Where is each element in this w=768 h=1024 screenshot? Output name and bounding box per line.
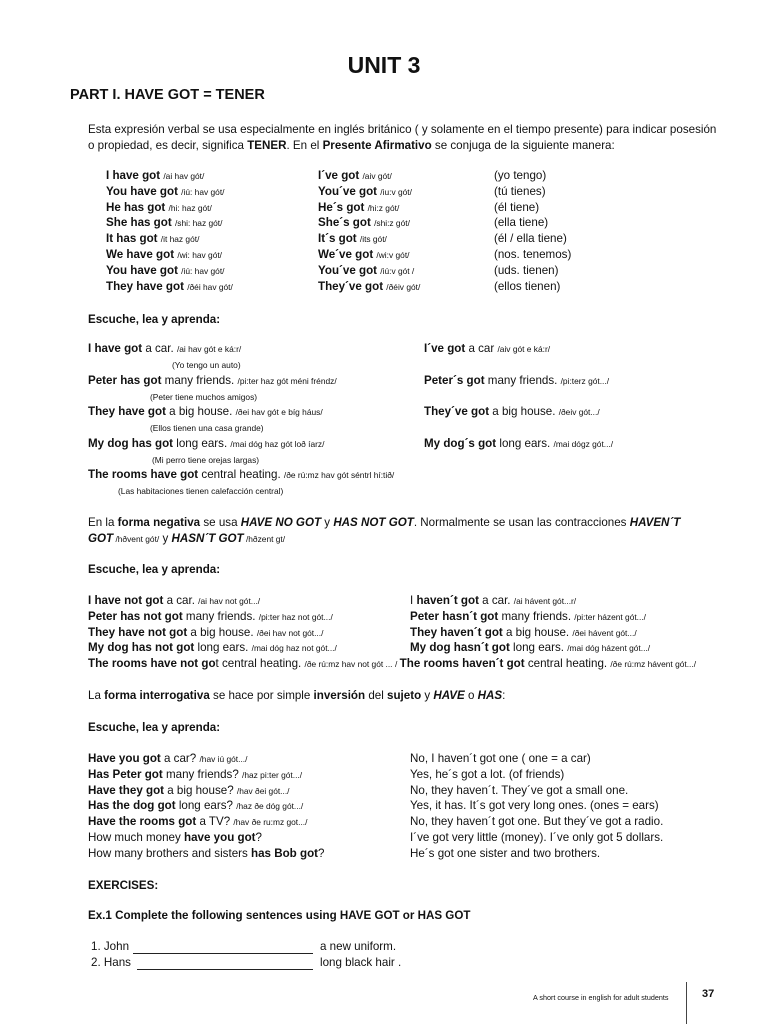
footer-divider bbox=[686, 982, 687, 1024]
exercise-blank bbox=[133, 953, 313, 954]
intro-line-2: o propiedad, es decir, significa TENER. En el Presente Afirmativo se conjuga de la siguiente manera: bbox=[88, 139, 615, 152]
negative-full-sentence: They have not got a big house. /ðei hav not gót.../ bbox=[88, 625, 324, 639]
negative-contracted-sentence: I haven´t got a car. /ai hávent gót...r/ bbox=[410, 594, 577, 607]
page-title: UNIT 3 bbox=[347, 52, 421, 78]
conjugation-full-form: She has got /shi: haz gót/ bbox=[106, 216, 223, 230]
conjugation-full-form: You have got /iú: hav gót/ bbox=[106, 184, 225, 198]
example-sentence: They have got a big house. /ðei hav gót e bíg háus/ bbox=[88, 405, 323, 418]
negative-paragraph bbox=[88, 515, 680, 547]
conjugation-translation: (ellos tienen) bbox=[494, 279, 561, 293]
intro-line-1: Esta expresión verbal se usa especialmente en inglés británico ( y solamente en el tiempo presente) para indicar posesión bbox=[88, 123, 717, 136]
exercises-heading: EXERCISES: bbox=[88, 879, 159, 892]
negative-contracted-sentence: Peter hasn´t got many friends. /pi:ter házent gót.../ bbox=[410, 609, 646, 623]
part-heading: PART I. HAVE GOT = TENER bbox=[70, 87, 265, 103]
conjugation-full-form: He has got /hi: haz gót/ bbox=[106, 200, 212, 214]
example-translation: (Las habitaciones tienen calefacción central) bbox=[118, 486, 284, 496]
negative-full-sentence: Peter has not got many friends. /pi:ter haz not gót.../ bbox=[88, 609, 333, 623]
negative-full-sentence: The rooms have not got central heating. /ðe rú:mz hav not gót ... bbox=[88, 657, 393, 671]
exercise-blank bbox=[137, 969, 313, 970]
negative-contracted-sentence: They haven´t got a big house. /ðei hávent gót.../ bbox=[410, 625, 637, 639]
example-translation: (Mi perro tiene orejas largas) bbox=[152, 454, 260, 465]
example-contraction: They´ve got a big house. /ðeiv gót.../ bbox=[424, 405, 600, 418]
negative-contracted-sentence: / The rooms haven´t got central heating. /ðe rú:mz hávent gót.../ bbox=[395, 657, 697, 671]
conjugation-translation: (él tiene) bbox=[494, 200, 540, 214]
example-contraction: Peter´s got many friends. /pi:terz gót.../ bbox=[424, 373, 610, 387]
question-sentence: How many brothers and sisters has Bob got? bbox=[88, 846, 325, 860]
question-answer: No, I haven´t got one ( one = a car) bbox=[410, 752, 591, 765]
conjugation-full-form: It has got /it haz gót/ bbox=[106, 232, 200, 246]
example-sentence: My dog has got long ears. /mai dóg haz gót loð íarz/ bbox=[88, 436, 325, 450]
conjugation-short-form: She´s got /shi:z gót/ bbox=[318, 216, 410, 230]
conjugation-short-form: It´s got /its gót/ bbox=[318, 232, 387, 246]
question-sentence: Have you got a car? /hav iú gót.../ bbox=[88, 752, 248, 765]
conjugation-translation: (ella tiene) bbox=[494, 216, 549, 230]
conjugation-short-form: I´ve got /aiv gót/ bbox=[318, 169, 392, 182]
example-translation: (Yo tengo un auto) bbox=[172, 360, 241, 370]
conjugation-translation: (tú tienes) bbox=[494, 184, 546, 198]
example-sentence: Peter has got many friends. /pi:ter haz gót méni fréndz/ bbox=[88, 373, 337, 387]
question-sentence: Have the rooms got a TV? /hav ðe ru:mz got.../ bbox=[88, 815, 308, 829]
exercise-item-ending: long black hair . bbox=[320, 955, 402, 969]
negative-line-1: En la forma negativa se usa HAVE NO GOT y HAS NOT GOT. Normalmente se usan las contracciones HAVEN´T bbox=[88, 516, 681, 529]
conjugation-short-form: We´ve got /wi:v gót/ bbox=[318, 248, 410, 261]
question-sentence: Has Peter got many friends? /haz pi:ter gót.../ bbox=[88, 767, 303, 781]
listen-heading-2: Escuche, lea y aprenda: bbox=[88, 563, 221, 576]
footer-text: A short course in english for adult students bbox=[533, 993, 669, 1002]
intro-paragraph bbox=[88, 122, 716, 154]
conjugation-short-form: You´ve got /iú:v gót / bbox=[318, 263, 415, 277]
question-sentence: Have they got a big house? /hav ðei gót.../ bbox=[88, 783, 290, 797]
conjugation-short-form: He´s got /hi:z gót/ bbox=[318, 200, 400, 214]
conjugation-translation: (él / ella tiene) bbox=[494, 232, 567, 246]
question-answer: No, they haven´t got one. But they´ve got a radio. bbox=[410, 815, 664, 829]
exercise-item: 2. Hans bbox=[91, 955, 131, 969]
example-translation: (Ellos tienen una casa grande) bbox=[150, 423, 264, 433]
example-sentence: The rooms have got central heating. /ðe rú:mz hav gót séntrl hí:tið/ bbox=[88, 468, 395, 481]
exercise-item-ending: a new uniform. bbox=[320, 940, 397, 953]
negative-full-sentence: My dog has not got long ears. /mai dóg haz not gót.../ bbox=[88, 641, 337, 655]
conjugation-short-form: You´ve got /iu:v gót/ bbox=[318, 184, 412, 198]
question-answer: I´ve got very little (money). I´ve only got 5 dollars. bbox=[410, 831, 664, 844]
example-contraction: My dog´s got long ears. /mai dógz gót.../ bbox=[424, 436, 614, 450]
conjugation-translation: (uds. tienen) bbox=[494, 263, 559, 277]
example-sentence: I have got a car. /ai hav gót e ká:r/ bbox=[88, 342, 242, 355]
conjugation-short-form: They´ve got /ðéiv gót/ bbox=[318, 279, 421, 293]
question-answer: Yes, it has. It´s got very long ones. (ones = ears) bbox=[410, 799, 659, 813]
listen-heading-3: Escuche, lea y aprenda: bbox=[88, 721, 221, 734]
negative-line-2: GOT /hðvent gót/ y HASN´T GOT /hðzent gt/ bbox=[88, 532, 286, 545]
exercise-item: 1. John bbox=[91, 940, 130, 953]
question-sentence: Has the dog got long ears? /haz ðe dóg gót.../ bbox=[88, 799, 304, 813]
example-contraction: I´ve got a car /aiv gót e ká:r/ bbox=[424, 342, 551, 355]
negative-contracted-sentence: My dog hasn´t got long ears. /mai dóg házent gót.../ bbox=[410, 641, 651, 655]
conjugation-translation: (nos. tenemos) bbox=[494, 248, 572, 261]
question-sentence: How much money have you got? bbox=[88, 831, 262, 844]
conjugation-full-form: I have got /ai hav gót/ bbox=[106, 169, 205, 182]
question-answer: No, they haven´t. They´ve got a small one. bbox=[410, 783, 629, 797]
page-number: 37 bbox=[702, 988, 715, 1000]
question-answer: Yes, he´s got a lot. (of friends) bbox=[410, 767, 565, 781]
exercise-1-instructions: Ex.1 Complete the following sentences using HAVE GOT or HAS GOT bbox=[88, 909, 471, 922]
conjugation-full-form: You have got /iú: hav gót/ bbox=[106, 263, 225, 277]
conjugation-translation: (yo tengo) bbox=[494, 169, 547, 182]
example-translation: (Peter tiene muchos amigos) bbox=[150, 391, 258, 402]
listen-heading-1: Escuche, lea y aprenda: bbox=[88, 313, 221, 326]
question-answer: He´s got one sister and two brothers. bbox=[410, 846, 601, 860]
interrogative-paragraph: La forma interrogativa se hace por simple inversión del sujeto y HAVE o HAS: bbox=[88, 689, 506, 702]
conjugation-full-form: They have got /ðéi hav gót/ bbox=[106, 279, 233, 293]
negative-full-sentence: I have not got a car. /ai hav not gót.../ bbox=[88, 594, 261, 607]
conjugation-full-form: We have got /wi: hav gót/ bbox=[106, 248, 223, 261]
